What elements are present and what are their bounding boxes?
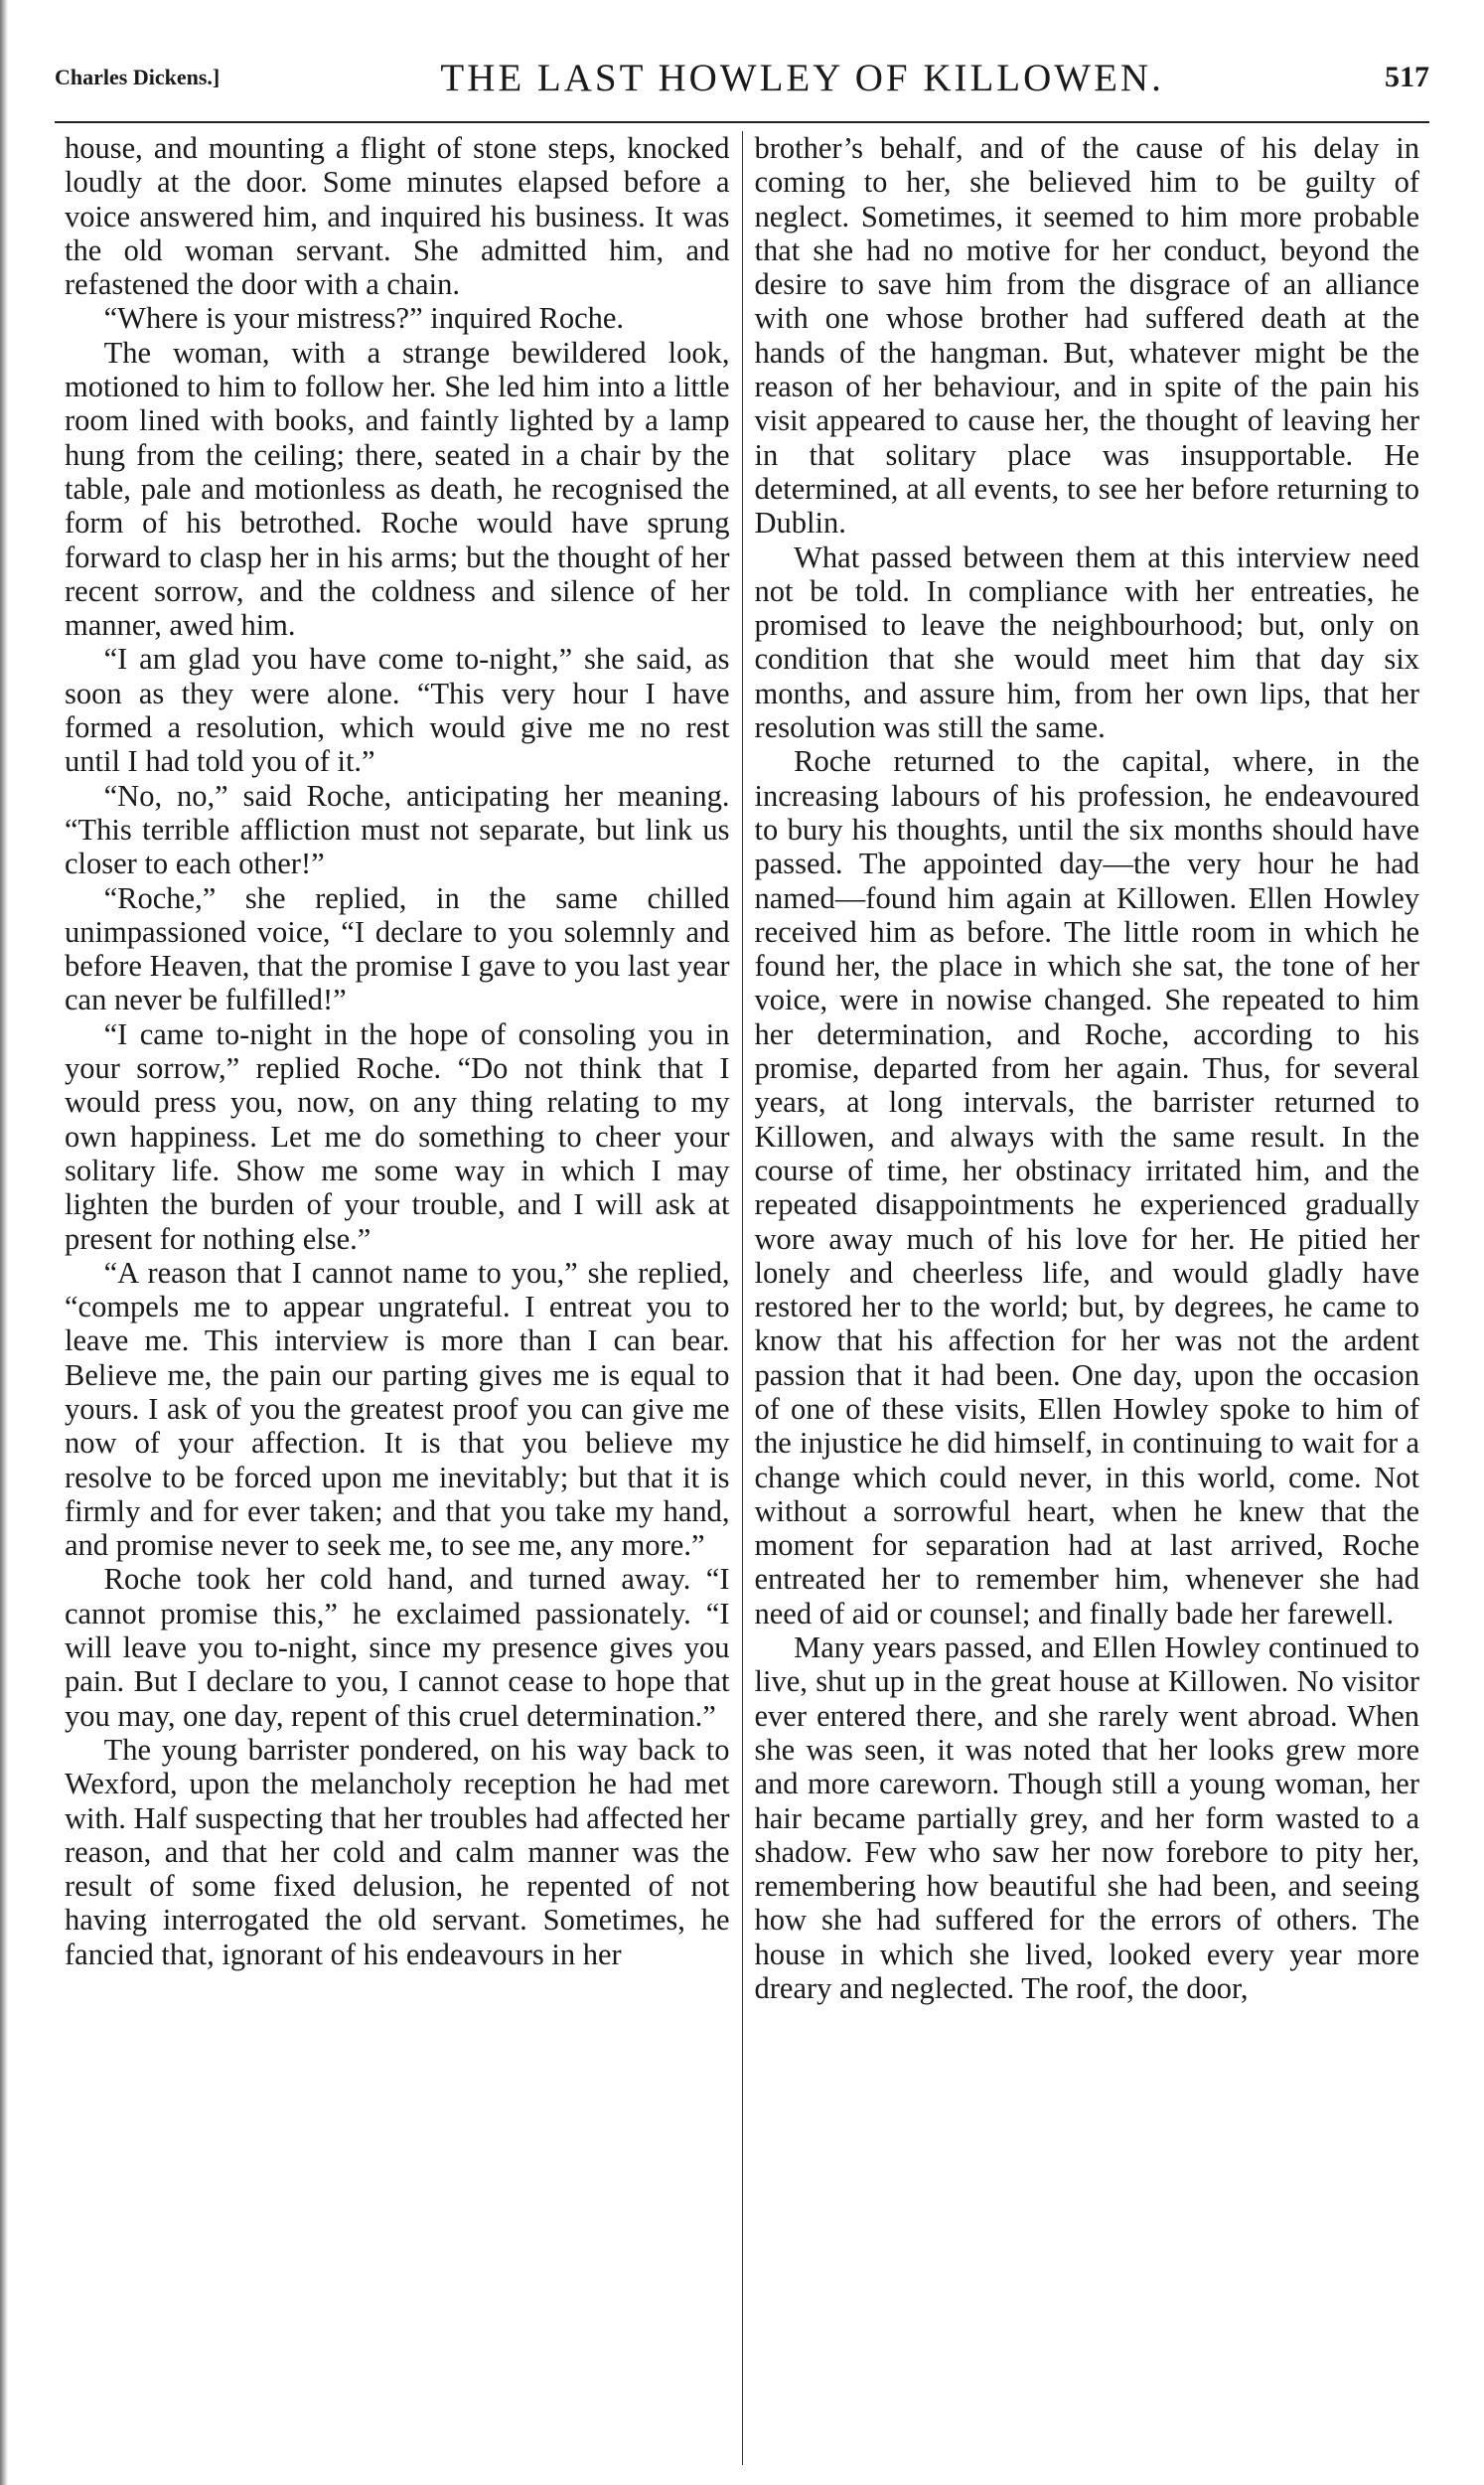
paragraph: “Where is your mistress?” inquired Roche.	[103, 301, 625, 336]
paragraph: Roche took her cold hand, and turned away. “I cannot promise this,” he exclaimed passionately. “I will leave you to-night, since my presence gives you pain. But I declare to you, I cannot cease to hope that you may, one day, repent of this cruel determination.”	[65, 1562, 730, 1733]
right-column	[745, 127, 1430, 2465]
paragraph: The woman, with a strange bewildered look, motioned to him to follow her. She led him into a little room lined with books, and faintly lighted by a lamp hung from the ceiling; there, seated in a chair by the table, pale and motionless as death, he recognised the form of his betrothed. Roche would have sprung forward to clasp her in his arms; but the thought of her recent sorrow, and the coldness and silence of her manner, awed him.	[65, 335, 730, 643]
paragraph: house, and mounting a flight of stone steps, knocked loudly at the door. Some minutes elapsed before a voice answered him, and inquired his business. It was the old woman servant. She admitted him, and refastened the door with a chain.	[65, 131, 730, 302]
text-columns	[55, 127, 1429, 2465]
paragraph: The young barrister pondered, on his way back to Wexford, upon the melancholy reception he had met with. Half suspecting that her troubles had affected her reason, and that her cold and calm manner was the result of some fixed delusion, he repented of not having interrogated the old servant. Sometimes, he fancied that, ignorant of his endeavours in her	[65, 1732, 730, 1971]
paragraph: Many years passed, and Ellen Howley continued to live, shut up in the great house at Killowen. No visitor ever entered there, and she rarely went abroad. When she was seen, it was noted that her looks grew more and more careworn. Though still a young woman, her hair became partially grey, and her form wasted to a shadow. Few who saw her now forebore to pity her, remembering how beautiful she had been, and seeing how she had suffered for the errors of others. The house in which she lived, looked every year more dreary and neglected. The roof, the door,	[754, 1631, 1419, 2006]
page-number: 517	[1385, 61, 1429, 93]
paragraph: Roche returned to the capital, where, in the increasing labours of his profession, he endeavoured to bury his thoughts, until the six months should have passed. The appointed day—the very hour he had named—found him again at Killowen. Ellen Howley received him as before. The little room in which he found her, the place in which she sat, the tone of her voice, were in nowise changed. She repeated to him her determination, and Roche, according to his promise, departed from her again. Thus, for several years, at long intervals, the barrister returned to Killowen, and always with the same result. In the course of time, her obstinacy irritated him, and the repeated disappointments he experienced gradually wore away much of his love for her. He pitied her lonely and cheerless life, and would gladly have restored her to the world; but, by degrees, he came to know that his affection for her was not the ardent passion that it had been. One day, upon the occasion of one of these visits, Ellen Howley spoke to him of the injustice he did himself, in continuing to wait for a change which could never, in this world, come. Not without a sorrowful heart, when he knew that the moment for separation had at last arrived, Roche entreated her to remember him, whenever she had need of aid or counsel; and finally bade her farewell.	[754, 744, 1419, 1631]
paragraph: brother’s behalf, and of the cause of his delay in coming to her, she believed him to be guilty of neglect. Sometimes, it seemed to him more probable that she had no motive for her conduct, beyond the desire to save him from the disgrace of an alliance with one whose brother had suffered death at the hands of the hangman. But, whatever might be the reason of her behaviour, and in spite of the pain his visit appeared to cause her, the thought of leaving her in that solitary place was insupportable. He determined, at all events, to see her before returning to Dublin.	[754, 131, 1419, 541]
left-column	[55, 127, 740, 2465]
scan-edge-shadow	[0, 0, 8, 2485]
author-credit: Charles Dickens.]	[55, 65, 221, 89]
paragraph: What passed between them at this interview need not be told. In compliance with her entreaties, he promised to leave the neighbourhood; but, only on condition that she would meet him that day six months, and assure him, from her own lips, that her resolution was still the same.	[754, 540, 1419, 745]
page-title: THE LAST HOWLEY OF KILLOWEN.	[440, 56, 1164, 99]
paragraph: “I came to-night in the hope of consoling you in your sorrow,” replied Roche. “Do not think that I would press you, now, on any thing relating to my own happiness. Let me do something to cheer your solitary life. Show me some way in which I may lighten the burden of your trouble, and I will ask at present for nothing else.”	[65, 1016, 730, 1256]
paragraph: “I am glad you have come to-night,” she said, as soon as they were alone. “This very hour I have formed a resolution, which would give me no rest until I had told you of it.”	[65, 642, 730, 779]
paragraph: “Roche,” she replied, in the same chilled unimpassioned voice, “I declare to you solemnly and before Heaven, that the promise I gave to you last year can never be fulfilled!”	[65, 880, 730, 1017]
paragraph: “No, no,” said Roche, anticipating her meaning. “This terrible affliction must not separate, but link us closer to each other!”	[65, 778, 730, 881]
column-divider	[742, 131, 743, 2465]
page-header	[55, 38, 1429, 117]
paragraph: “A reason that I cannot name to you,” she replied, “compels me to appear ungrateful. I entreat you to leave me. This interview is more than I can bear. Believe me, the pain our parting gives me is equal to yours. I ask of you the greatest proof you can give me now of your affection. It is that you believe my resolve to be forced upon me inevitably; but that it is firmly and for ever taken; and that you take my hand, and promise never to seek me, to see me, any more.”	[65, 1255, 730, 1563]
header-rule	[55, 121, 1429, 123]
